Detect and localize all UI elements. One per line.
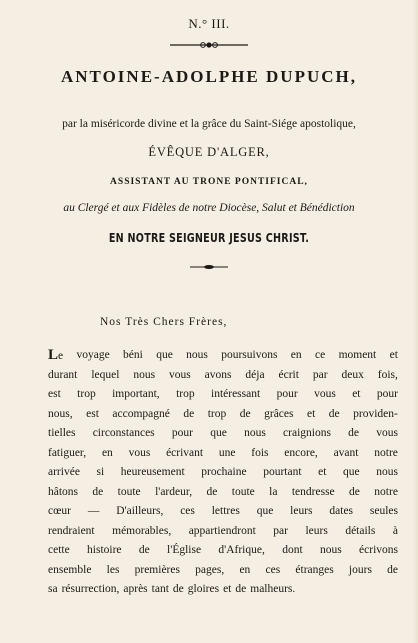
body-word: moment [338, 349, 377, 361]
body-word: providen- [353, 407, 398, 420]
body-word: nous [244, 427, 266, 439]
body-word: trop [77, 388, 96, 400]
body-line [48, 346, 398, 366]
body-word: notre [374, 446, 398, 459]
body-word: que [210, 427, 227, 439]
body-word: voyage [76, 349, 110, 361]
body-word: nous, [48, 407, 73, 420]
body-word: important, [112, 388, 160, 400]
body-line [48, 366, 398, 386]
body-word: écrivons [359, 544, 398, 556]
body-word: fois, [377, 368, 398, 381]
body-word: arrivée [48, 466, 80, 478]
body-word: trop [176, 388, 195, 400]
body-word: nous [133, 368, 156, 381]
body-word: toute [231, 485, 255, 498]
body-word: tielles [48, 427, 76, 439]
body-word: vous [314, 388, 336, 400]
body-word: malheurs. [250, 583, 296, 595]
grace-line: par la miséricorde divine et la grâce du Saint-Siége apostolique, [62, 118, 356, 130]
body-word: dont [282, 544, 303, 556]
body-word: par [312, 368, 328, 381]
body-word: tendresse [291, 485, 335, 498]
body-word: — [87, 505, 100, 517]
body-word: et [223, 583, 232, 595]
body-word: de [183, 407, 195, 420]
body-word: l'ardeur, [155, 485, 193, 498]
body-word: de [92, 485, 104, 498]
body-line [48, 463, 398, 483]
letter-body [48, 346, 398, 600]
body-word: pour [171, 427, 193, 439]
body-line [48, 405, 398, 425]
author-name: ANTOINE-ADOLPHE DUPUCH, [61, 67, 357, 86]
body-word: et [306, 407, 316, 420]
ornament-divider-top [0, 40, 418, 50]
body-word: l'Église [167, 544, 202, 556]
body-word: sa [48, 583, 58, 595]
office-title: ÉVÊQUE D'ALGER, [148, 145, 270, 159]
body-word: ces [180, 505, 195, 517]
body-line [48, 483, 398, 503]
letter-number: N.° III. [188, 16, 230, 31]
body-word: de [138, 544, 150, 556]
body-word: à [392, 524, 398, 537]
body-word: notre [374, 485, 398, 498]
body-word: une [218, 446, 236, 459]
body-word: est [48, 388, 61, 400]
body-word: écrivant [166, 446, 204, 459]
body-word: hâtons [48, 485, 79, 498]
body-word: D'ailleurs, [116, 505, 164, 517]
body-word: détails [345, 524, 376, 537]
body-word: cette [48, 544, 70, 556]
body-word: et [318, 466, 327, 478]
body-word: résurrection, [61, 583, 120, 595]
body-word: accompagné [112, 407, 170, 420]
body-word: deux [341, 368, 364, 381]
body-word: par [273, 524, 288, 537]
body-word: en [239, 563, 251, 576]
body-word: que [256, 505, 274, 517]
salutation: Nos Très Chers Frères, [100, 316, 228, 328]
body-word: en [101, 446, 113, 459]
body-word: jours [348, 563, 372, 576]
body-word: de [206, 485, 218, 498]
body-word: de [349, 485, 360, 498]
body-word: lequel [91, 368, 120, 381]
body-word: béni [123, 349, 143, 361]
seigneur-line: EN NOTRE SEIGNEUR JESUS CHRIST. [108, 231, 310, 245]
body-word: les [106, 563, 120, 576]
body-word: déja [245, 368, 265, 381]
body-word: écrit [278, 368, 299, 381]
body-line [48, 580, 398, 600]
body-line [48, 522, 398, 542]
body-word: pour [376, 388, 398, 400]
body-word: de [387, 563, 398, 576]
body-word: de [348, 427, 360, 439]
body-word: mémorables, [112, 524, 172, 537]
page-edge [412, 0, 418, 643]
body-word: pour [276, 388, 298, 400]
drop-cap: L [48, 347, 59, 363]
body-word: grâces [264, 407, 294, 420]
body-line [48, 541, 398, 561]
body-word: et [352, 388, 361, 400]
body-word: craignions [283, 427, 331, 439]
body-word: pages, [195, 563, 225, 576]
body-word: lettres [211, 505, 240, 517]
body-word: prochaine [201, 466, 247, 478]
body-word: étranges [295, 563, 334, 576]
body-word: histoire [87, 544, 122, 556]
body-word: vous [376, 427, 398, 439]
body-word: Le [48, 347, 64, 363]
body-word: de [328, 407, 340, 420]
body-word: en [290, 349, 302, 361]
body-word: nous [186, 349, 208, 361]
body-word: vous [169, 368, 191, 381]
body-word: durant [48, 368, 78, 381]
body-word: intéressant [211, 388, 261, 400]
body-line [48, 444, 398, 464]
body-word: et [389, 349, 398, 361]
body-word: avant [333, 446, 359, 459]
body-word: de [239, 407, 251, 420]
body-word: leurs [305, 524, 328, 537]
body-word: fatiguer, [48, 446, 87, 459]
body-line [48, 502, 398, 522]
body-word: que [156, 349, 173, 361]
body-word: cœur [48, 505, 71, 517]
body-word: que [343, 466, 360, 478]
address-line: au Clergé et aux Fidèles de notre Diocèse, Salut et Bénédiction [63, 202, 355, 214]
body-word: leurs [290, 505, 313, 517]
body-word: vous [128, 446, 151, 459]
body-word: avons [204, 368, 232, 381]
body-word: pourtant [263, 466, 302, 478]
body-word: seules [369, 505, 398, 517]
body-word: ce [315, 349, 326, 361]
body-line [48, 561, 398, 581]
body-word: appartiendront [188, 524, 256, 537]
body-word: premières [134, 563, 180, 576]
body-word: nous [319, 544, 342, 556]
body-word: trop [207, 407, 227, 420]
body-word: encore, [284, 446, 318, 459]
assistant-line: ASSISTANT AU TRONE PONTIFICAL, [110, 177, 308, 187]
body-word: ensemble [48, 563, 92, 576]
body-word: est [86, 407, 99, 420]
ornament-divider-bottom [0, 263, 418, 271]
body-word: de [172, 583, 184, 595]
body-word: heureusement [120, 466, 185, 478]
body-word: de [235, 583, 247, 595]
body-word: la [269, 485, 278, 498]
body-word: ces [265, 563, 281, 576]
body-word: toute [117, 485, 141, 498]
body-word: après [123, 583, 148, 595]
body-line [48, 424, 398, 444]
body-line [48, 385, 398, 405]
body-word: dates [329, 505, 354, 517]
body-word: gloires [187, 583, 220, 595]
body-word: si [96, 466, 105, 478]
body-word: fois [251, 446, 269, 459]
body-word: poursuivons [221, 349, 278, 361]
body-word: nous [376, 466, 398, 478]
body-word: circonstances [92, 427, 155, 439]
body-word: rendraient [48, 524, 95, 537]
body-word: d'Afrique, [218, 544, 265, 556]
body-word: tant [151, 583, 169, 595]
